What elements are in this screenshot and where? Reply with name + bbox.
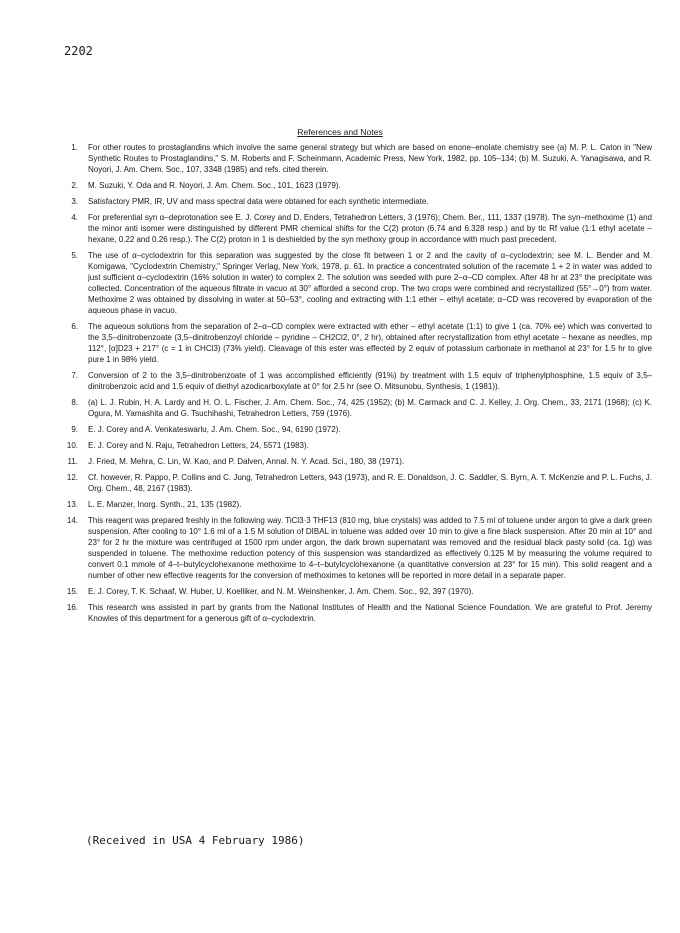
reference-item [62, 456, 652, 467]
reference-text: Satisfactory PMR, IR, UV and mass spectral data were obtained for each synthetic intermediate. [88, 197, 429, 206]
reference-number: 8. [71, 398, 78, 407]
reference-text: L. E. Manzer, Inorg. Synth., 21, 135 (1982). [88, 500, 242, 509]
reference-number: 16. [66, 603, 78, 612]
reference-text: Conversion of 2 to the 3,5–dinitrobenzoate of 1 was accomplished efficiently (91%) by treatment with 1.5 equiv of triphenylphosphine, 1.5 equiv of 3,5–dinitrobenzoic acid and 1.5 equiv of diethyl azodicarboxylate at 0° for 2.5 hr (see O. Mitsunobu, Synthesis, 1 (1981)). [88, 371, 652, 391]
reference-number: 6. [71, 322, 78, 331]
reference-item [62, 472, 652, 494]
reference-text: For preferential syn α–deprotonation see E. J. Corey and D. Enders, Tetrahedron Letters, 3 (1976); Chem. Ber., 111, 1337 (1978). The syn–methoxime (1) and the minor anti isomer were distinguished by different PMR chemical shifts for the C(2) proton (6.74 and 6.328 resp.) and by tlc Rf value (1:1 ethyl acetate – hexane, 0.22 and 0.26 resp.). The C(2) proton in 1 is deshielded by the syn methoxy group in accordance with much past precedent. [88, 213, 652, 244]
section-title: References and Notes [297, 127, 383, 137]
reference-number: 10. [66, 441, 78, 450]
received-date: (Received in USA 4 February 1986) [86, 834, 305, 847]
reference-item [62, 196, 652, 207]
reference-text: (a) L. J. Rubin, H. A. Lardy and H. O. L. Fischer, J. Am. Chem. Soc., 74, 425 (1952); (b) M. Carmack and C. J. Kelley, J. Org. Chem., 33, 2171 (1968); (c) K. Ogura, M. Yamashita and G. Tsuchihashi, Tetrahedron Letters, 759 (1976). [88, 398, 652, 418]
reference-number: 4. [71, 213, 78, 222]
reference-number: 9. [71, 425, 78, 434]
reference-item [62, 586, 652, 597]
reference-text: Cf. however, R. Pappo, P. Collins and C. Jung, Tetrahedron Letters, 943 (1973), and R. E. Donaldson, J. C. Saddler, S. Byrn, A. T. McKenzie and P. L. Fuchs, J. Org. Chem., 48, 2167 (1983). [88, 473, 652, 493]
reference-list [62, 142, 652, 629]
reference-text: E. J. Corey, T. K. Schaaf, W. Huber, U. Koelliker, and N. M. Weinshenker, J. Am. Chem. Soc., 92, 397 (1970). [88, 587, 474, 596]
reference-text: J. Fried, M. Mehra, C. Lin, W. Kao, and P. Dalven, Annal. N. Y. Acad. Sci., 180, 38 (1971). [88, 457, 405, 466]
reference-number: 12. [66, 473, 78, 482]
reference-item [62, 250, 652, 316]
reference-text: This research was assisted in part by grants from the National Institutes of Health and the National Science Foundation. We are grateful to Prof. Jeremy Knowles of this department for a generous gift of α–cyclodextrin. [88, 603, 652, 623]
reference-text: The use of α–cyclodextrin for this separation was suggested by the close fit between 1 or 2 and the cavity of α–cyclodextrin; see M. L. Bender and M. Komigawa, "Cyclodextrin Chemistry," Springer Verlag, New York, 1978, p. 61. In practice a concentrated solution of the racemate 1 + 2 in water was added to just sufficient α–cyclodextrin (16% solution in water) to complex 2. The solution was seeded with pure 2–α–CD complex. After 48 hr at 23° the precipitate was collected. Concentration of the aqueous filtrate in vacuo at 30° afforded a second crop. The two crops were combined and recrystallized (55°→0°) from water. Methoxime 2 was obtained by dissolving in water at 50–53°, cooling and extracting with 1:1 ether – ethyl acetate; α–CD was recovered by evaporation of the aqueous phase in vacuo. [88, 251, 652, 315]
reference-item [62, 180, 652, 191]
reference-number: 2. [71, 181, 78, 190]
reference-number: 5. [71, 251, 78, 260]
reference-item [62, 142, 652, 175]
reference-item [62, 499, 652, 510]
page-number: 2202 [64, 44, 93, 58]
reference-item [62, 440, 652, 451]
reference-number: 14. [66, 516, 78, 525]
reference-item [62, 515, 652, 581]
reference-number: 15. [66, 587, 78, 596]
reference-text: M. Suzuki, Y. Oda and R. Noyori, J. Am. Chem. Soc., 101, 1623 (1979). [88, 181, 341, 190]
reference-text: E. J. Corey and A. Venkateswarlu, J. Am. Chem. Soc., 94, 6190 (1972). [88, 425, 341, 434]
reference-text: For other routes to prostaglandins which involve the same general strategy but which are based on enone–enolate chemistry see (a) M. P. L. Caton in "New Synthetic Routes to Prostaglandins," S. M. Roberts and F. Scheinmann, Academic Press, New York, 1982, pp. 105–134; (b) M. Suzuki, A. Yanagisawa, and R. Noyori, J. Am. Chem. Soc., 107, 3348 (1985) and refs. cited therein. [88, 143, 652, 174]
reference-item [62, 424, 652, 435]
reference-item [62, 602, 652, 624]
reference-text: This reagent was prepared freshly in the following way. TiCl3·3 THF13 (810 mg, blue crystals) was added to 7.5 ml of toluene under argon to give a dark green suspension. After cooling to 10° 1.6 ml of a 1.5 M solution of DIBAL in toluene was added over 10 min to give a fine black suspension. After 20 min at 10° and 23° for 2 hr the mixture was centrifuged at 1500 rpm under argon, the dark brown supernatant was removed and the residual black pasty solid (ca. 1g) was suspended in toluene. The methoxime reduction potency of this suspension was standardized as effectively 0.125 M by measuring the volume required to convert 0.1 mmole of 4–t–butylcyclohexanone methoxime to 4–t–butylcyclohexanone (a quantitative conversion at 23° for 15 min). This solid reagent and a number of other new effective reagents for the conversion of methoximes to ketones will be reported in more detail in a separate paper. [88, 516, 652, 580]
reference-item [62, 212, 652, 245]
reference-number: 3. [71, 197, 78, 206]
reference-text: The aqueous solutions from the separation of 2–α–CD complex were extracted with ether – ethyl acetate (1:1) to give 1 (ca. 70% ee) which was converted to the 3,5–dinitrobenzoate (3,5–dinitrobenzoyl chloride – pyridine – CH2Cl2, 0°, 2 hr), obtained after recrystallization from ethyl acetate – hexane as needles, mp 112°, [α]D23 + 217° (c = 1 in CHCl3) (73% yield). Cleavage of this ester was effected by 2 equiv of potassium carbonate in methanol at 23° for 1.5 hr to give pure 1 in 98% yield. [88, 322, 652, 364]
reference-item [62, 321, 652, 365]
reference-number: 13. [66, 500, 78, 509]
reference-number: 7. [71, 371, 78, 380]
reference-text: E. J. Corey and N. Raju, Tetrahedron Letters, 24, 5571 (1983). [88, 441, 309, 450]
reference-item [62, 370, 652, 392]
reference-item [62, 397, 652, 419]
reference-number: 11. [67, 457, 78, 466]
reference-number: 1. [71, 143, 78, 152]
